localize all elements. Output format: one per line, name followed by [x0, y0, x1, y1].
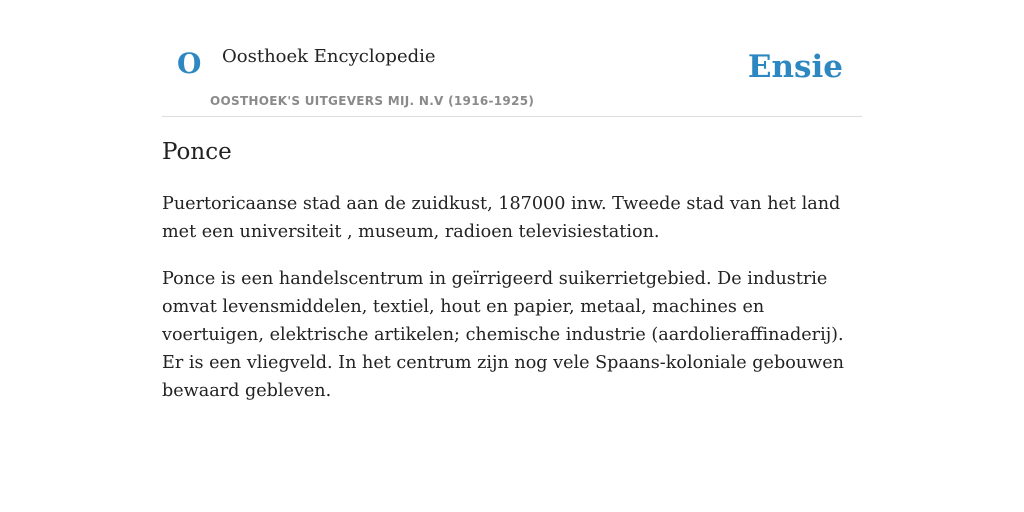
entry-paragraph: Puertoricaanse stad aan de zuidkust, 187000 inw. Tweede stad van het land met een universiteit , museum, radioen televisiestation. — [162, 193, 841, 242]
entry-paragraph: Ponce is een handelscentrum in geïrrigeerd suikerrietgebied. De industrie omvat levensmiddelen, textiel, hout en papier, metaal, machines en voertuigen, elektrische artikelen; chemische industrie (aardolieraffinaderij). Er is een vliegveld. In het centrum zijn nog vele Spaans-koloniale gebouwen bewaard gebleven. — [162, 268, 844, 401]
entry-content — [162, 138, 862, 424]
source-title-link[interactable]: Oosthoek Encyclopedie — [222, 46, 436, 67]
ensie-logo-link[interactable]: Ensie — [747, 49, 843, 85]
entry-title: Ponce — [162, 139, 232, 165]
source-header — [162, 0, 862, 117]
source-logo[interactable]: O — [177, 47, 202, 80]
source-subtitle: OOSTHOEK'S UITGEVERS MIJ. N.V (1916-1925) — [210, 94, 535, 108]
